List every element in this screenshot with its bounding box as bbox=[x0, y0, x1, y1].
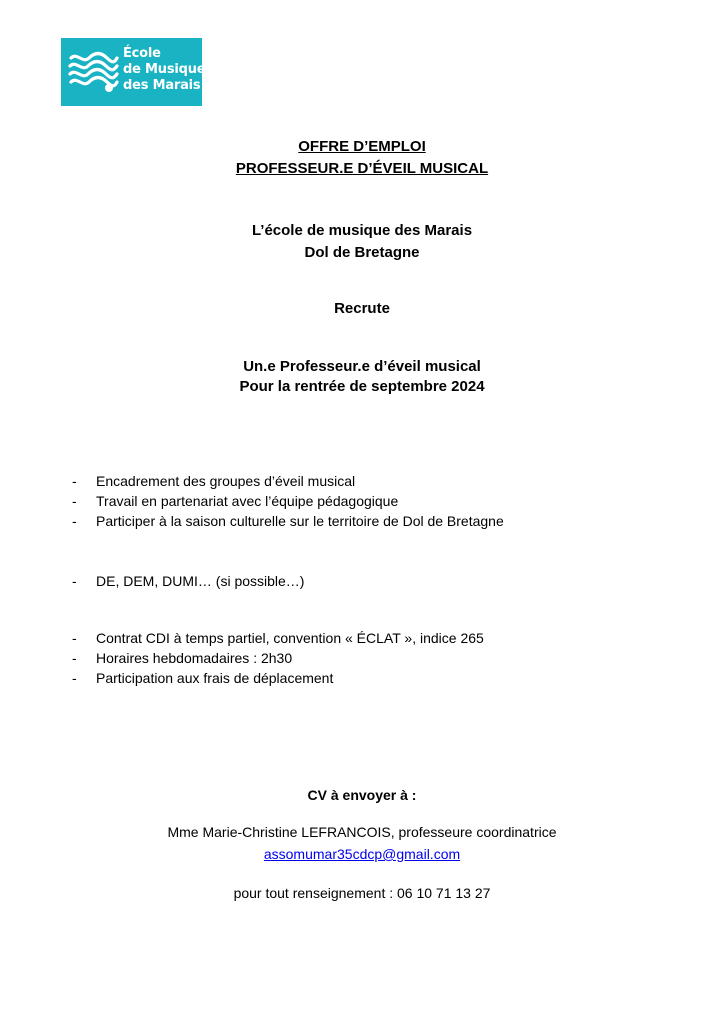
school-name: L’école de musique des Marais bbox=[251, 222, 473, 239]
logo-line-3: des Marais bbox=[123, 78, 201, 93]
mission-text: Participer à la saison culturelle sur le territoire de Dol de Bretagne bbox=[96, 513, 504, 529]
condition-text: Horaires hebdomadaires : 2h30 bbox=[96, 650, 293, 666]
position-line-2: Pour la rentrée de septembre 2024 bbox=[239, 378, 485, 395]
diploma-text: DE, DEM, DUMI… (si possible…) bbox=[96, 573, 305, 589]
bullet-dash: - bbox=[72, 630, 77, 646]
offer-title: OFFRE D’EMPLOI bbox=[298, 138, 426, 155]
contact-person: Mme Marie-Christine LEFRANCOIS, professeure coordinatrice bbox=[167, 824, 557, 840]
logo-line-1: École bbox=[123, 46, 161, 61]
recruit-heading: Recrute bbox=[334, 300, 390, 317]
music-waves-icon bbox=[67, 48, 121, 96]
bullet-dash: - bbox=[72, 573, 77, 589]
contact-phone: pour tout renseignement : 06 10 71 13 27 bbox=[233, 885, 491, 901]
bullet-dash: - bbox=[72, 670, 77, 686]
condition-text: Contrat CDI à temps partiel, convention « ÉCLAT », indice 265 bbox=[96, 630, 484, 646]
school-logo bbox=[61, 38, 206, 106]
bullet-dash: - bbox=[72, 650, 77, 666]
condition-text: Participation aux frais de déplacement bbox=[96, 670, 334, 686]
cv-heading: CV à envoyer à : bbox=[307, 787, 417, 803]
mission-text: Travail en partenariat avec l’équipe pédagogique bbox=[96, 493, 399, 509]
school-city: Dol de Bretagne bbox=[304, 244, 420, 261]
bullet-dash: - bbox=[72, 473, 77, 489]
bullet-dash: - bbox=[72, 513, 77, 529]
mission-text: Encadrement des groupes d’éveil musical bbox=[96, 473, 356, 489]
position-line-1: Un.e Professeur.e d’éveil musical bbox=[243, 358, 481, 375]
logo-line-2: de Musique bbox=[123, 62, 206, 77]
contact-email-link[interactable]: assomumar35cdcp@gmail.com bbox=[263, 846, 461, 862]
bullet-dash: - bbox=[72, 493, 77, 509]
job-title: PROFESSEUR.E D’ÉVEIL MUSICAL bbox=[235, 160, 489, 177]
